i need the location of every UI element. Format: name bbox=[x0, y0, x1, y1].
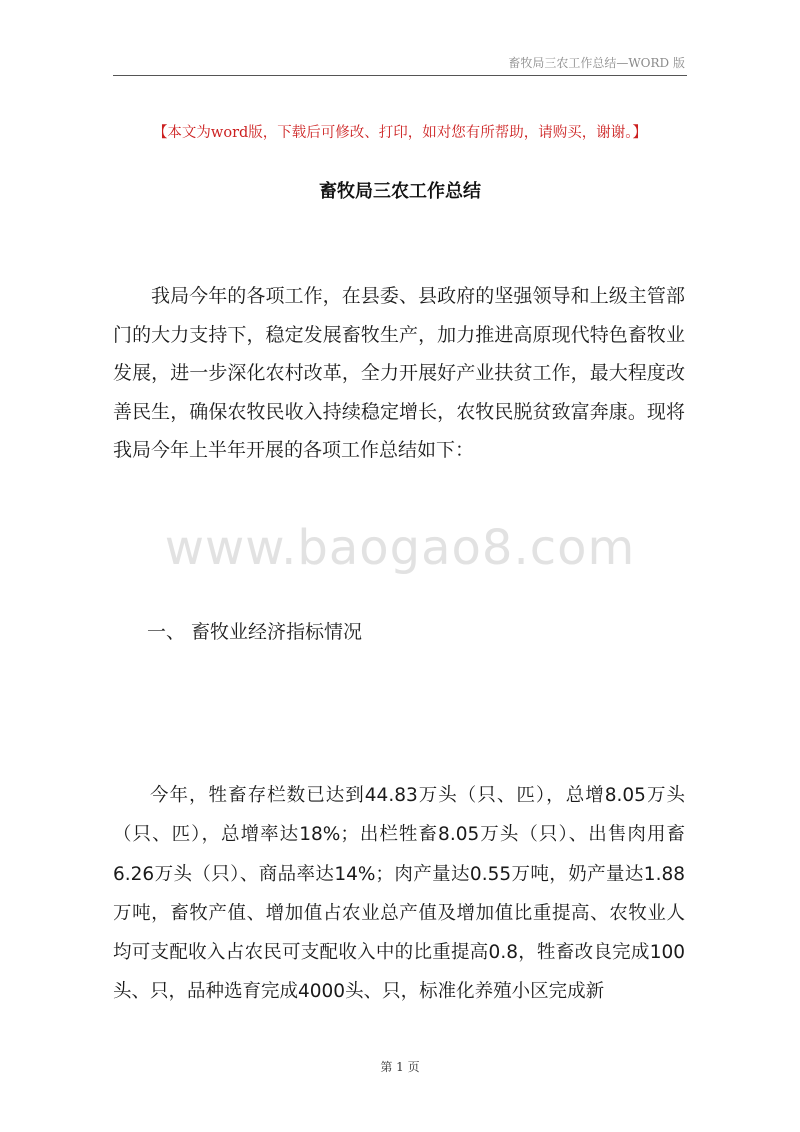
document-title: 畜牧局三农工作总结 bbox=[319, 181, 481, 202]
watermark: www.baogao8.com bbox=[164, 520, 636, 576]
purchase-notice: 【本文为word版，下载后可修改、打印，如对您有所帮助，请购买，谢谢。】 bbox=[152, 125, 648, 141]
page-number: 第 1 页 bbox=[380, 1060, 420, 1074]
running-header: 畜牧局三农工作总结—WORD 版 bbox=[508, 56, 685, 70]
section-heading: 一、 畜牧业经济指标情况 bbox=[147, 621, 363, 643]
header-divider bbox=[113, 75, 687, 76]
section-paragraph: 今年，牲畜存栏数已达到44.83万头（只、匹），总增8.05万头（只、匹），总增率达18%；出栏牲畜8.05万头（只）、出售肉用畜6.26万头（只）、商品率达14%；肉产量达0.55万吨，奶产量达1.88万吨，畜牧产值、增加值占农业总产值及增加值比重提高、农牧业人均可支配收入占农民可支配收入中的比重提高0.8，牲畜改良完成100头、只，品种选育完成4000头、只，标准化养殖小区完成新 bbox=[113, 785, 685, 1003]
intro-paragraph: 我局今年的各项工作，在县委、县政府的坚强领导和上级主管部门的大力支持下，稳定发展畜牧生产，加力推进高原现代特色畜牧业发展，进一步深化农村改革，全力开展好产业扶贫工作，最大程度改善民生，确保农牧民收入持续稳定增长，农牧民脱贫致富奔康。现将我局今年上半年开展的各项工作总结如下： bbox=[113, 285, 685, 461]
